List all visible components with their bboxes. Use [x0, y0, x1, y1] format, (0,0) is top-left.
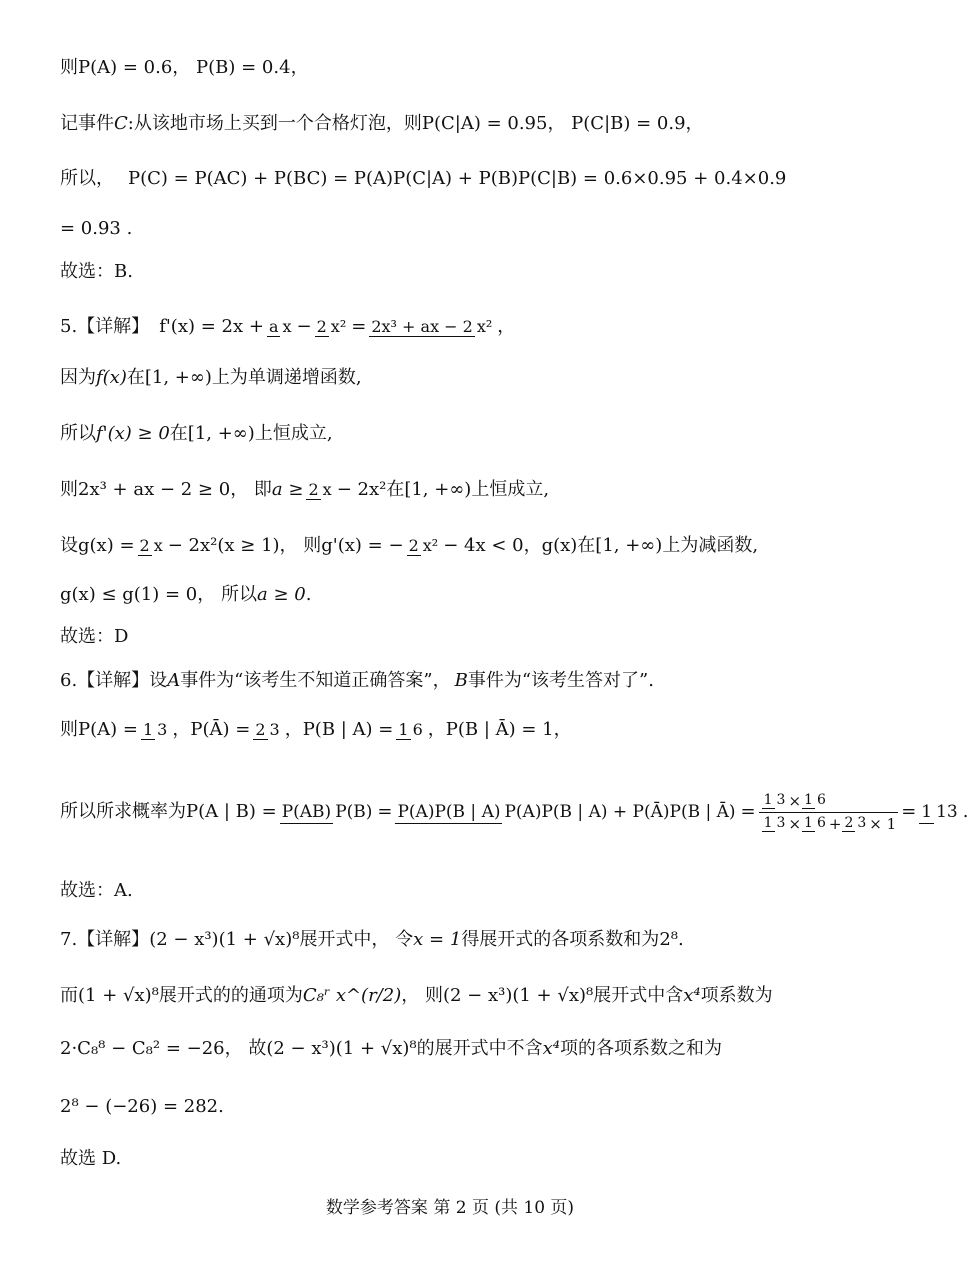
text: 在 — [169, 423, 188, 444]
text: 而 — [60, 985, 78, 1006]
math: (2 − x³)(1 + √x)⁸ — [442, 985, 594, 1006]
math: − 2x² — [336, 479, 387, 500]
numerator: 1 — [804, 792, 813, 808]
numerator: 1 — [921, 801, 933, 822]
numerator — [759, 792, 899, 813]
numerator: 1 — [142, 719, 154, 739]
text: 上恒成立, — [471, 479, 550, 500]
answer-text: 故选：B. — [60, 261, 133, 282]
page-footer: 数学参考答案 第 2 页 (共 10 页) — [325, 1198, 575, 1218]
denominator: 6 — [816, 792, 826, 808]
math: A — [167, 670, 181, 691]
p4-line-1-text: 则P(A) = 0.6， P(B) = 0.4， — [60, 57, 309, 78]
math: 2⁸ − (−26) = 282. — [60, 1096, 224, 1117]
math: x⁴ — [542, 1038, 560, 1059]
numerator: 2 — [139, 535, 150, 555]
denominator: 6 — [412, 719, 423, 739]
text: 事件为“该考生答对了”. — [467, 670, 654, 691]
math: C₈ʳ x^(r/2) — [302, 985, 402, 1006]
answer-text: 故选：A. — [60, 880, 133, 901]
math: g(x) — [541, 535, 578, 556]
math: 2x³ + ax − 2 ≥ 0 — [78, 479, 231, 500]
math: P(Ā) = — [190, 719, 251, 740]
text: 展开式中， 令 — [299, 929, 414, 950]
text: 上为减函数, — [662, 535, 759, 556]
math: P(C) = P(AC) + P(BC) = P(A)P(C|A) + P(B)P(C|B) = 0.6×0.95 + 0.4×0.9 — [128, 168, 787, 189]
p7-answer — [60, 1146, 860, 1172]
fraction — [762, 792, 788, 809]
p5-line-2 — [60, 365, 860, 391]
math: g(x) ≤ g(1) = 0 — [60, 584, 198, 605]
math: a ≥ 0 — [256, 584, 306, 605]
p6-line-2 — [60, 706, 860, 754]
numerator: 2 — [408, 535, 419, 555]
math: × — [788, 791, 802, 810]
math: B — [454, 670, 468, 691]
fraction — [138, 537, 165, 556]
math: × — [788, 814, 802, 833]
fraction — [919, 801, 959, 824]
math: [1, +∞) — [144, 367, 212, 388]
fraction — [802, 815, 828, 832]
text: 则 — [60, 719, 78, 740]
text: 设 — [60, 535, 78, 556]
numerator: 1 — [763, 792, 773, 808]
p5-answer — [60, 624, 860, 650]
p7-line-2 — [60, 983, 860, 1009]
p4-answer — [60, 259, 860, 285]
text: ， — [497, 316, 516, 337]
math: (2 − x³)(1 + √x)⁸ — [149, 929, 300, 950]
math: g'(x) = − — [321, 535, 404, 556]
fraction — [306, 481, 333, 500]
math: P(A | B) = — [186, 801, 277, 822]
denominator: 3 — [776, 792, 786, 808]
math: 2⁸. — [659, 929, 684, 950]
p7-line-1 — [60, 927, 860, 953]
fraction — [396, 721, 424, 740]
text: 所以， — [60, 168, 114, 189]
math: − 4x < 0 — [443, 535, 524, 556]
text: 得展开式的各项系数和为 — [461, 929, 660, 950]
text: 7.【详解】 — [60, 929, 150, 950]
text: 事件为“该考生不知道正确答案”， — [180, 670, 451, 691]
denominator: x — [153, 535, 163, 555]
fraction — [395, 801, 737, 824]
text: ， 则 — [401, 985, 443, 1006]
text: 展开式中含 — [593, 985, 684, 1006]
p6-line-3 — [60, 764, 968, 860]
text: ， — [284, 719, 303, 740]
math: C — [114, 113, 128, 134]
math: = — [901, 801, 917, 822]
p7-line-4 — [60, 1094, 860, 1120]
compound-fraction — [759, 792, 899, 833]
numerator: 2 — [316, 316, 327, 336]
denominator: x² — [330, 316, 347, 336]
text: 项的各项系数之和为 — [559, 1038, 722, 1059]
p5-line-6 — [60, 582, 860, 608]
numerator: 2 — [308, 479, 319, 499]
math: − — [296, 316, 312, 337]
numerator: 1 — [804, 815, 813, 831]
math: [1, +∞) — [404, 479, 472, 500]
fraction — [253, 721, 281, 740]
fraction — [141, 721, 169, 740]
p5-line-3 — [60, 421, 860, 447]
text: ， — [523, 535, 542, 556]
denominator: x — [322, 479, 332, 499]
p4-line-2 — [60, 111, 860, 137]
answer-text: 故选：D — [60, 626, 129, 647]
fraction — [315, 318, 349, 337]
math: f'(x) = 2x + — [159, 316, 264, 337]
text: ， — [427, 719, 446, 740]
denominator: 3 — [857, 815, 867, 831]
denominator: 3 — [776, 815, 786, 831]
text: . — [305, 584, 312, 605]
answer-text: 故选 D. — [60, 1148, 122, 1169]
math: P(C|A) = 0.95， P(C|B) = 0.9， — [421, 113, 704, 134]
fraction — [369, 318, 494, 337]
numerator: P(A)P(B | A) — [397, 801, 501, 822]
fraction — [762, 815, 788, 832]
denominator: 13 — [936, 801, 958, 822]
denominator — [759, 813, 899, 833]
text: 所以 — [60, 423, 96, 444]
fraction — [802, 792, 828, 809]
denominator: x — [282, 316, 292, 336]
text: 在 — [126, 367, 145, 388]
p4-line-3 — [60, 166, 860, 192]
text: 因为 — [60, 367, 96, 388]
numerator: 2x³ + ax − 2 — [371, 316, 473, 336]
math: f'(x) ≥ 0 — [96, 423, 170, 444]
math: P(B | A) = — [302, 719, 394, 740]
math: f(x) — [96, 367, 127, 388]
numerator: 1 — [763, 815, 773, 831]
math: = — [351, 316, 367, 337]
numerator: 2 — [255, 719, 266, 739]
denominator: x² — [476, 316, 493, 336]
math: P(A) = — [78, 719, 138, 740]
p4-line-1 — [60, 55, 860, 81]
denominator: P(B) — [335, 801, 373, 822]
denominator: 3 — [157, 719, 168, 739]
text: 展开式的的通项为 — [158, 985, 303, 1006]
fraction — [842, 815, 868, 832]
text: 6.【详解】设 — [60, 670, 168, 691]
text: ， — [553, 719, 572, 740]
p5-line-1 — [60, 305, 860, 349]
text: 在 — [386, 479, 405, 500]
fraction — [267, 318, 294, 337]
math: 2·C₈⁸ − C₈² = −26 — [60, 1038, 225, 1059]
math: [1, +∞) — [187, 423, 255, 444]
numerator: a — [268, 316, 279, 336]
p4-line-4 — [60, 216, 860, 242]
p5-line-5 — [60, 524, 860, 568]
text: 在 — [577, 535, 596, 556]
fraction — [407, 537, 441, 556]
denominator: x² — [422, 535, 439, 555]
text: :从该地市场上买到一个合格灯泡，则 — [127, 113, 422, 134]
text: 上为单调递增函数, — [211, 367, 362, 388]
p6-line-1 — [60, 668, 860, 694]
text: . — [962, 801, 968, 822]
math: − 2x²(x ≥ 1) — [167, 535, 280, 556]
text: 上恒成立, — [254, 423, 333, 444]
numerator: 1 — [398, 719, 409, 739]
math: (1 + √x)⁸ — [78, 985, 159, 1006]
numerator: 2 — [844, 815, 854, 831]
text: ， — [172, 719, 191, 740]
text: 则 — [60, 479, 78, 500]
text: 所以所求概率为 — [60, 801, 186, 822]
math: = — [740, 801, 756, 822]
math: × 1 — [869, 814, 897, 833]
problem-label: 5.【详解】 — [60, 316, 150, 337]
fraction — [280, 801, 375, 824]
text: 的展开式中不含 — [416, 1038, 543, 1059]
text: ， 故 — [224, 1038, 267, 1059]
math: a ≥ — [271, 479, 304, 500]
math: P(B | Ā) = 1 — [445, 719, 554, 740]
math: g(x) = — [78, 535, 135, 556]
p5-line-4 — [60, 468, 860, 512]
denominator: P(A)P(B | A) + P(Ā)P(B | Ā) — [504, 801, 736, 822]
numerator: P(AB) — [281, 801, 332, 822]
math: = 0.93 . — [60, 218, 133, 239]
math: x⁴ — [683, 985, 701, 1006]
text: ， 即 — [230, 479, 272, 500]
text: 记事件 — [60, 113, 114, 134]
math: + — [828, 814, 842, 833]
text: 项系数为 — [700, 985, 773, 1006]
math: [1, +∞) — [595, 535, 663, 556]
math: (2 − x³)(1 + √x)⁸ — [266, 1038, 417, 1059]
denominator: 3 — [269, 719, 280, 739]
p6-answer — [60, 878, 860, 904]
p7-line-3 — [60, 1036, 860, 1062]
text: ， 所以 — [197, 584, 257, 605]
math: = — [377, 801, 393, 822]
denominator: 6 — [816, 815, 826, 831]
text: ， 则 — [279, 535, 322, 556]
math: x = 1 — [413, 929, 462, 950]
